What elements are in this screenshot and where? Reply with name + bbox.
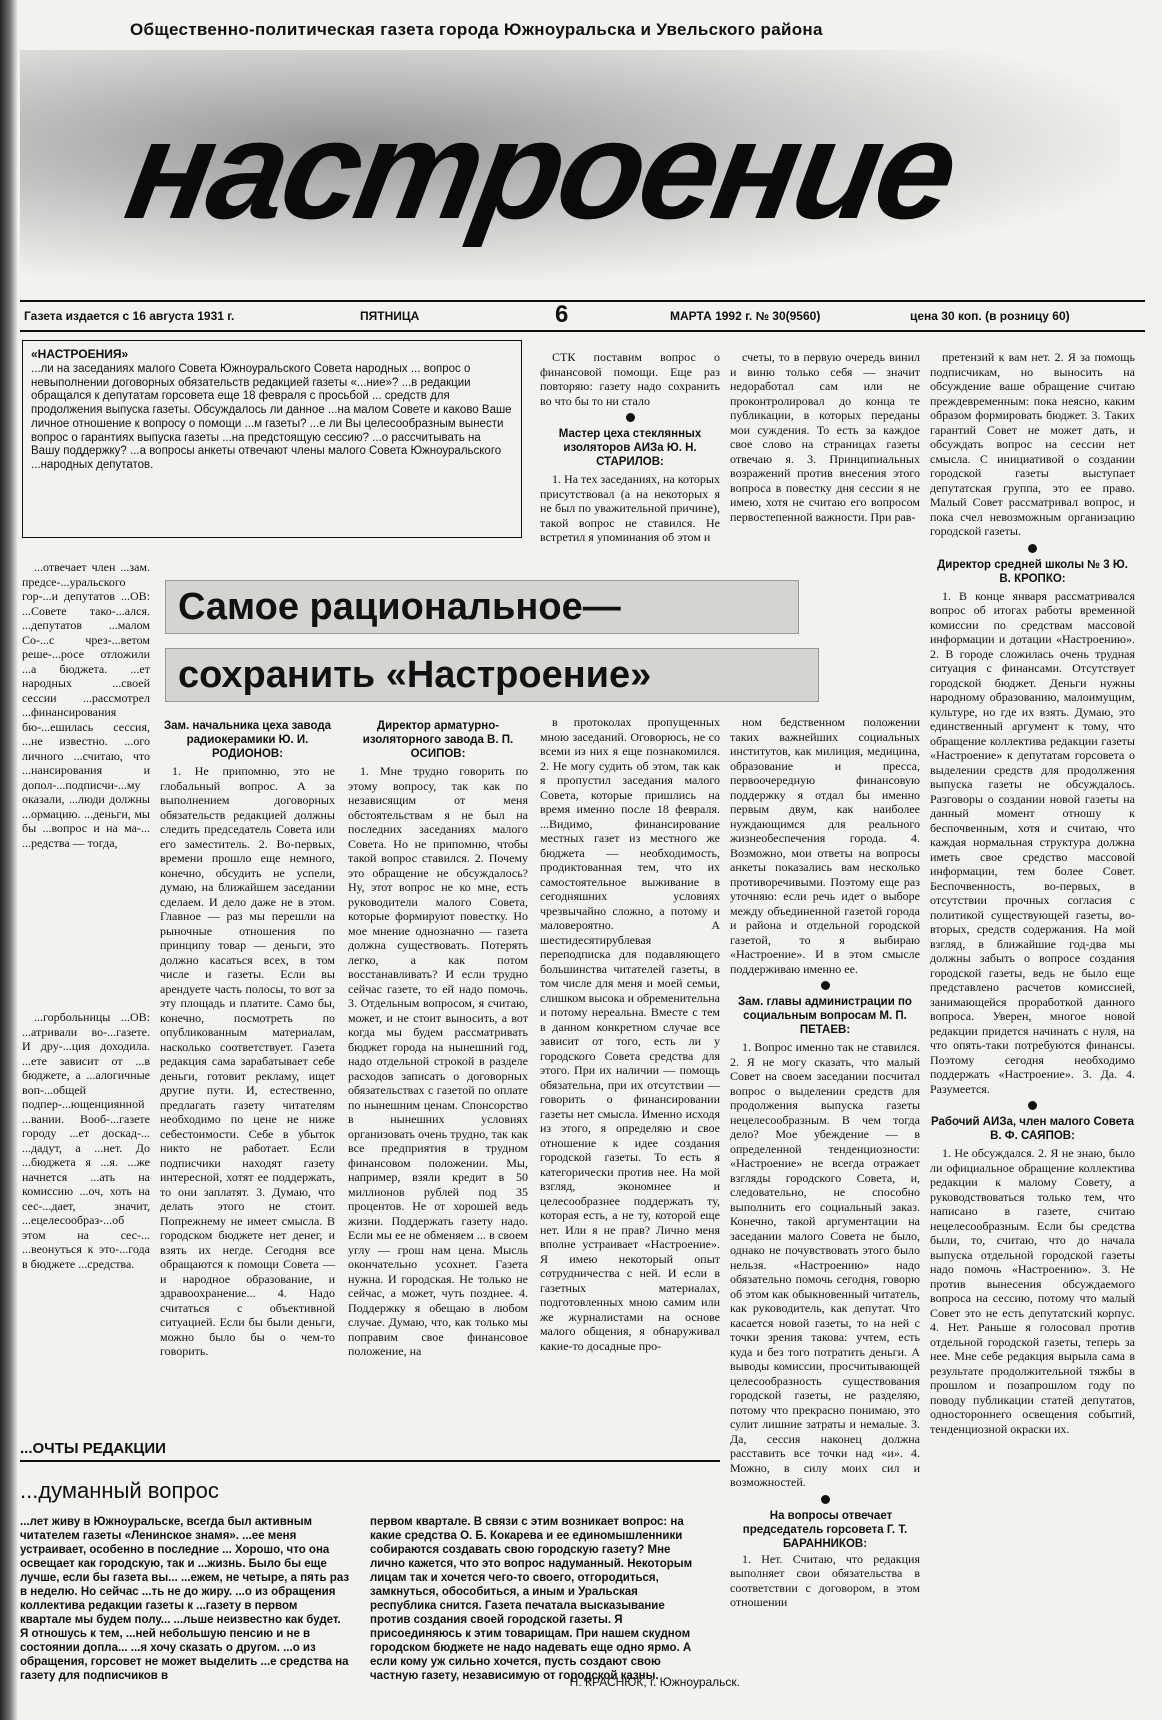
column-e-top: [730, 350, 920, 565]
column-c-text: 1. Мне трудно говорить по этому вопросу, так как по независящим от меня обстоятельствам я не был на последних заседаниях малого Совета. Но не припомню, чтобы такой вопрос ставился. 2. Почему это обращение не обсуждалось? Ну, этот вопрос не ко мне, есть руководители малого Совета, которые формируют повестку. Но мое мнение однозначно — газета должна существовать. Потерять легко, а как потом восстанавливать? И если трудно сейчас газете, то ей надо помочь. 3. Отдельным вопросом, я считаю, может, и не стоит выносить, а вот когда мы будем рассматривать бюджет города на нынешний год, надо отдельной строкой в разделе расходов записать о договорных обязательствах с газетой по оплате по нынешним ценам. Спонсорство в нынешних условиях организовать очень трудно, так как все предприятия в трудном финансовом положении. Мы, например, взяли кредит в 50 миллионов рублей под 35 процентов. Не от хорошей ведь жизни. Поддержать газету надо. Если мы ее не обменяем ... в своем углу — грош нам цена. Мысль окончательно усохнет. Газета нужна. И городская. Не только не сейчас, а может, чуть позднее. 4. Поддержку я обещаю в любом случае. Думаю, что, как только мы поправим свое финансовое положение, на: [348, 764, 528, 1358]
mail-article-title: ...думанный вопрос: [20, 1478, 219, 1503]
intro-text: ...ли на заседаниях малого Совета Южноуральского Совета народных ... вопрос о невыполнении договорных обязательств редакцией газеты «...ние»? ...в редакции обращался к депутатам горсовета еще 18 февраля с просьбой ... средств для продолжения выпуска газеты. Обсуждалось ли данное ...на малом Совете и каково Ваше личное отношение к вопросу о помощи ...м газеты? ...е ли Вы целесообразным вынести вопрос о гарантиях выпуска газеты ...на предстоящую сессию? ...о рассчитывать на Вашу поддержку? ...а вопросы анкеты отвечают члены малого Совета Южноуральского ...народных депутатов.: [31, 363, 512, 471]
column-f-heading-2: Рабочий АИЗа, член малого Совета В. Ф. САЯПОВ:: [930, 1116, 1134, 1142]
column-d-heading: Мастер цеха стеклянных изоляторов АИЗа Ю. Н. СТАРИЛОВ:: [558, 428, 702, 468]
mail-signature: Н. КРАСНЮК, г. Южноуральск.: [569, 1675, 740, 1689]
column-f-heading: Директор средней школы № 3 Ю. В. КРОПКО:: [937, 558, 1128, 585]
column-d2-text: в протоколах пропущенных мною заседаний. Оговорюсь, не со всеми из них я еще познакомился. 2. Не могу судить об этом, так как я пропустил заседания малого Совета, которые пришлись на время именно после 18 февраля. ...Видимо, финансирование местных газет из местного же бюджета — необходимость, продиктованная тем, что их самостоятельное выживание в сегодняшних условиях чрезвычайно сложно, а потому и маловероятно. А шестидесятирублевая переподписка для подавляющего большинства читателей газеты, в том числе для меня и моей семьи, слишком высока и обременительна и потому нереальна. Вместе с тем в данном конкретном случае все зависит от того, есть ли у городского Совета средства для этого. При их наличии — помощь обязательна, при их отсутствии — говорить о финансировании газеты нет смысла. Именно исходя из этого, я определяю и свое отношение к идее создания городской газеты. То есть я категорически против нее. На мой взгляд, экономнее и целесообразнее поддержать ту, которая есть, а не ту, которой еще нет. Или я не прав? Лично меня вполне устраивает «Настроение». Я имею некоторый опыт сотрудничества с ней. И если в газетных материалах, подготовленных мною самим или же журналистами на основе малого общения, я обнаруживал какие-то досадные про-: [540, 715, 720, 1353]
mail-column-1: ...лет живу в Южноуральске, всегда был активным читателем газеты «Ленинское знамя». ...ее меня устраивает, особенно в последние ... Хорошо, что она освещает как городскую, так и ...жизнь. Было бы еще лучше, если бы газета вы... ...ежем, не четыре, а пять раз в неделю. Но сейчас ...ть не до жиру. ...о из обращения коллектива редакции газеты к ...газету в первом квартале мы будем полу... ...льше неизвестно как будет. Я отношусь к тем, ...ней небольшую пенсию и не в состоянии допла... ...я хочу сказать о другом. ...о из обращения, горсовет не может выделить ...е средства на газету для подписчиков в: [20, 1516, 350, 1682]
column-e-heading: Зам. главы администрации по социальным вопросам М. П. ПЕТАЕВ:: [738, 996, 912, 1036]
bullet-dot: [821, 1495, 830, 1504]
mail-column-2: первом квартале. В связи с этим возникает вопрос: на какие средства О. Б. Кокарева и ее единомышленники собираются создавать свою городскую газету? Мне лично кажется, что это вопрос надуманный. Некоторым лицам так и хочется чего-то своего, отгородиться, замкнуться, обособиться, а иным и Уральская республика снится. Газета печатала высказывание против создания своей городской газеты. Я присоединяюсь к этим товарищам. При нашем скудном городском бюджете не надо надевать еще одно ярмо. А если кому уж сильно хочется, пусть создают свою частную газету, независимую от городской казны.: [370, 1516, 693, 1682]
column-e-top-text: счеты, то в первую очередь винил и виню только себя — значит недоработал сам или не проконтролировал до конца те публикации, в которых переданы мои суждения. То есть за каждое свое слово на страницах газеты отвечаю я. 3. Принципиальных возражений против внесения этого вопроса в повестку дня сессии я не имею, хотя не считаю его вопросом первостепенной важности. При рав-: [730, 350, 920, 524]
issue-date: МАРТА 1992 г. № 30(9560): [670, 309, 821, 323]
since-text: Газета издается с 16 августа 1931 г.: [24, 309, 235, 323]
dateline: [20, 300, 1145, 332]
column-d: [540, 715, 720, 1435]
column-e2-text: 1. Вопрос именно так не ставился. 2. Я не могу сказать, что малый Совет на своем заседании посчитал вопрос о выделении средств для продолжения выпуска газеты нецелесообразным. В чем тогда дело? Мое убеждение — в определенной тенденциозности: «Настроение» не всегда отражает взгляды городского Совета, и, следовательно, не способно выполнить его социальный заказ. Конечно, такой аргументации на заседании малого Совета не было, однако не почувствовать этого было нельзя. «Настроению» надо обязательно помочь сегодня, говорю об этом как обыкновенный читатель, как руководитель, как депутат. Что касается новой газеты, то на ней с точки зрения такова: учтем, есть куда и без того потратить деньги. А выводы комиссии, просчитывающей целесообразность существования городской газеты, не разделяю, потому что прекрасно понимаю, это сулит лишние затраты и немалые. 3. Да, сессия наконец должна расставить все точки над «и». 4. Можно, в силу моих сил и возможностей.: [730, 1040, 920, 1489]
bullet-dot: [1028, 1101, 1037, 1110]
column-f-top-text: претензий к вам нет. 2. Я за помощь подписчикам, но выносить на обсуждение ваше обращение считаю преждевременным: пока неясно, каким образом формировать бюджет. 3. Таких гарантий Совет не может дать, и обсуждать вопрос на сессии нет смысла. С инициативой о создании городской газеты выступает депутатская группа, это ее право. Малый Совет рассматривал вопрос, и пока счел невозможным организацию городской газеты.: [930, 350, 1135, 538]
column-d-top: [540, 350, 720, 565]
column-f2-text: 1. Не обсуждался. 2. Я не знаю, было ли официальное обращение коллектива редакции к малому Совету, а руководствоваться только тем, что написано в газете, считаю нецелесообразным. Если бы средства были, то, считаю, что до начала выпуска отдельной городской газеты надо помочь «Настроению». 3. Не против вынесения обсуждаемого вопроса на сессию, потому что малый Совет это не есть депутатский корпус. 4. Нет. Раньше я голосовал против отдельной городской газеты, теперь за нее. Мне себе редакция вырыла сама в результате продолжительной тяжбы в прошлом и позапрошлом году по поводу публикации статей депутатов, одностороннего освещения событий, тенденциозной окраски их.: [930, 1146, 1135, 1436]
weekday: ПЯТНИЦА: [360, 309, 420, 323]
column-c: [348, 715, 528, 1430]
price: цена 30 коп. (в розницу 60): [910, 309, 1070, 323]
column-e3-text: На вопросы отвечает председатель горсовета Г. Т. БАРАННИКОВ:: [742, 1509, 908, 1550]
page-edge-shadow: [0, 0, 18, 1720]
intro-box: [22, 340, 522, 538]
masthead: [20, 50, 1120, 280]
bullet-dot: [1028, 544, 1037, 553]
column-b: [160, 715, 335, 1430]
column-f: [930, 350, 1135, 1710]
column-f-text: 1. В конце января рассматривался вопрос об итогах работы временной комиссии по средствам массовой информации и дотации «Настроению». 2. В городе сложилась очень трудная ситуация с финансами. Отсутствует городской бюджет. Деньги нужны народному образованию, малоимущим, культуре, но где их взять. Думаю, это единственный аргумент к тому, что обращение коллектива редакции газеты «Настроение» к депутатам горсовета о выделении средств для продолжения выпуска газеты не обсуждалось. Разговоры о создании новой газеты на данный момент отношу к беспочвенным, хотя и считаю, что каждая нормальная структура должна иметь свое средство массовой информации, тем более Совет. Беспочвенность, во-первых, в отсутствии прочных согласия с политикой существующей газеты, во-вторых, средств содержания. На мой взгляд, в ближайшие год-два мы должны забыть о вопросе создания городской газеты, ведь не было еще представлено расчетов комиссией, занимающейся проработкой данного вопроса. Уверен, многое новой редакции придется начинать с нуля, на что опять-таки потребуются финансы. Поэтому сегодня необходимо поддержать «Настроение». 3. Да. 4. Разумеется.: [930, 588, 1135, 1096]
column-a2: [22, 1010, 150, 1400]
newspaper-tagline: Общественно-политическая газета города Южноуральска и Увельского района: [130, 20, 823, 39]
column-e4-text: 1. Нет. Считаю, что редакция выполняет свои обязательства в соответствии с договором, в этом отношении: [730, 1551, 920, 1609]
headline-line-2: сохранить «Настроение»: [165, 648, 819, 702]
masthead-title: настроение: [116, 91, 966, 248]
column-e: [730, 715, 920, 1710]
column-c-heading: Директор арматурно-изоляторного завода В. П. ОСИПОВ:: [362, 720, 514, 760]
bullet-dot: [821, 981, 830, 990]
column-d-text: 1. На тех заседаниях, на которых присутствовал (а на некоторых я не был по уважительной причине), такой вопрос не ставился. Не встретил я упоминания об этом и: [540, 472, 720, 544]
column-a-text: ...отвечает член ...зам. предсе-...уральского гор-...и депутатов ...ОВ: ...Совете тако-...ался. ...депутатов ...малом Со-...с чрез-...ветом реше-...росе отложили ...а бюджета. ...ет народных ...своей сессии ...рассмотрел ...финансирования бю-...ешилась сессия, ...не известно. ...ого личного ...считаю, что ...нансирования и допол-...подписчи-...му оказали, ...люди должны ...ормацию. ...деньги, мы бы ...вопрос и на ма-... ...редства — тогда,: [22, 560, 150, 850]
column-d-top-text: СТК поставим вопрос о финансовой помощи. Еще раз повторяю: газету надо сохранить во что бы то ни стало: [540, 350, 720, 408]
intro-label: «НАСТРОЕНИЯ»: [31, 347, 129, 361]
column-e-text: ном бедственном положении таких важнейших социальных институтов, как милиция, медицина, образование и пресса, первоочередную финансовую поддержку я отдал бы именно первым двум, как наиболее нуждающимся для реального жизнеобеспечения города. 4. Возможно, мои ответы на вопросы анкеты показались вам несколько противоречивыми. Поэтому еще раз уточняю: если речь идет о выборе между объединенной газетой города и района и отдельной городской газетой, то я выбираю «Настроение». И в этом смысле поддерживаю именно ее.: [730, 715, 920, 976]
headline: [165, 580, 930, 700]
column-b-text: 1. Не припомню, это не глобальный вопрос. А за выполнением договорных обязательств редакцией должны следить председатель Совета или его заместитель. 2. Во-первых, времени прошло еще немного, конечно, обсудить не успели, думаю, на ближайшем заседании сделаем. И дело даже не в этом. Главное — раз мы перешли на рыночные отношения по принципу товар — деньги, это должно касаться всех, в том числе и газеты. Если вы арендуете часть полосы, то вот за эту площадь и платите. Само бы, конечно, посмотреть по опубликованным материалам, насколько соответствует. Газета редакция сама зарабатывает себе деньги, готовит рекламу, ищет другие пути. И, естественно, предлагать газету читателям необходимо по цене не ниже себестоимости. Себе в убыток никто не работает. Если подписчики находят газету интересной, хотят ее поддержать, то они заплатят. 3. Думаю, что делать этого не стоит. Попрежнему не имеет смысла. В городском бюджете нет денег, и взять их негде. Сегодня все обращаются к помощи Совета — и народное образование, и здравоохранение... 4. Надо считаться с объективной ситуацией. Если бы были деньги, можно было бы о чем-то говорить.: [160, 764, 335, 1358]
mail-divider: [20, 1460, 720, 1462]
day-number: 6: [555, 301, 569, 328]
column-a2-text: ...горбольницы ...ОВ: ...атривали во-...газете. И дру-...ция доходила. ...ете зависит от ...в бюджете, а ...алогичные воп-...общей подпер-...ющенциянной ...вании. Вооб-...газете городу ...ет доскад-... ...дадут, а ...нет. До ...бюджета я ...я. ...же начнется ...ать на комиссию ...оч, хоть на сес-...дает, значит, ...ецелесообраз-...об этом на сес-... ...веонуться к это-...года в бюджете ...средства.: [22, 1010, 150, 1271]
bullet-dot: [626, 413, 635, 422]
headline-line-1: Самое рациональное—: [165, 580, 799, 634]
column-b-heading: Зам. начальника цеха завода радиокерамики Ю. И. РОДИОНОВ:: [163, 720, 332, 760]
column-a: [22, 560, 150, 900]
mail-section-title: ...ОЧТЫ РЕДАКЦИИ: [20, 1440, 166, 1457]
